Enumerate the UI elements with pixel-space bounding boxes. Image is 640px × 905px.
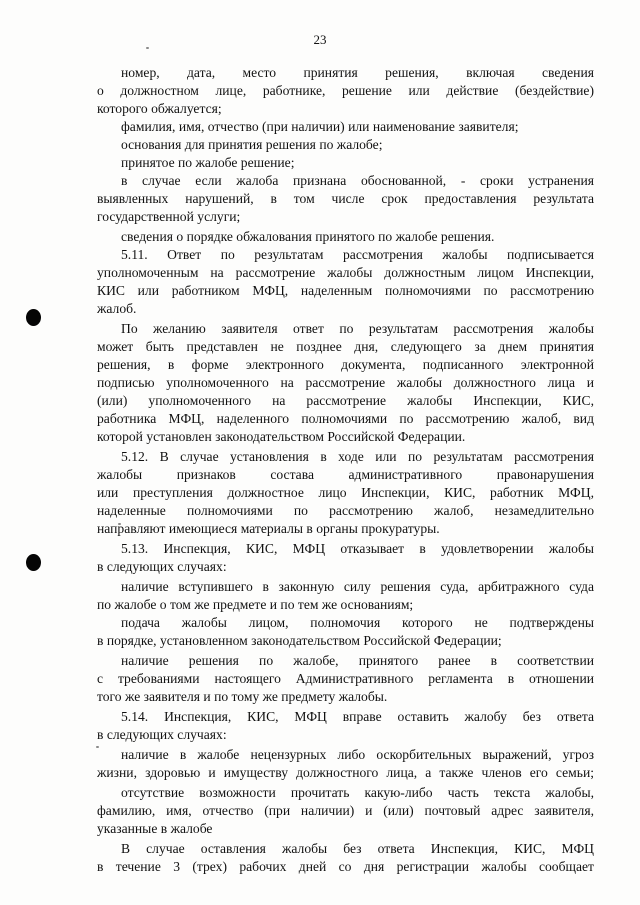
punch-hole-top <box>26 309 41 326</box>
text-line: решения, в форме электронного документа, подписанного электронной <box>97 357 594 372</box>
text-line: основания для принятия решения по жалобе; <box>121 137 383 152</box>
text-line: наличие в жалобе нецензурных либо оскорбительных выражений, угроз <box>121 747 594 762</box>
text-line: наделенные полномочиями по рассмотрению жалоб, незамедлительно <box>97 503 594 518</box>
text-line: 5.13. Инспекция, КИС, МФЦ отказывает в удовлетворении жалобы <box>121 541 594 556</box>
text-line: которого обжалуется; <box>97 101 222 116</box>
text-line: выявленных нарушений, в том числе срок предоставления результата <box>97 191 594 206</box>
text-line: которой установлен законодательством Российской Федерации. <box>97 429 466 444</box>
punch-hole-bottom <box>26 554 41 571</box>
text-line: или преступления должностное лицо Инспекции, КИС, работник МФЦ, <box>97 485 594 500</box>
text-line: В случае оставления жалобы без ответа Инспекция, КИС, МФЦ <box>121 841 594 856</box>
text-line: в случае если жалоба признана обоснованной, - сроки устранения <box>121 173 594 188</box>
text-line: жизни, здоровью и имуществу должностного лица, а также членов его семьи; <box>97 765 594 780</box>
text-line: По желанию заявителя ответ по результатам рассмотрения жалобы <box>121 321 594 336</box>
text-line: (или) уполномоченного на рассмотрение жалобы Инспекции, КИС, <box>97 393 594 408</box>
text-line: 5.11. Ответ по результатам рассмотрения жалобы подписывается <box>121 247 594 262</box>
text-line: о должностном лице, работнике, решение или действие (бездействие) <box>97 83 594 98</box>
text-line: наличие решения по жалобе, принятого ранее в соответствии <box>121 653 594 668</box>
text-line: жалобы признаков состава административного правонарушения <box>97 467 594 482</box>
text-line: в следующих случаях: <box>97 559 227 574</box>
text-line: фамилия, имя, отчество (при наличии) или наименование заявителя; <box>121 119 519 134</box>
text-line: жалоб. <box>97 301 137 316</box>
text-line: КИС или работником МФЦ, наделенным полномочиями по рассмотрению <box>97 283 594 298</box>
text-line: государственной услуги; <box>97 209 241 224</box>
text-line: 5.14. Инспекция, КИС, МФЦ вправе оставить жалобу без ответа <box>121 709 594 724</box>
text-line: в следующих случаях: <box>97 727 227 742</box>
text-line: в порядке, установленном законодательством Российской Федерации; <box>97 633 502 648</box>
text-line: того же заявителя и по тому же предмету жалобы. <box>97 689 388 704</box>
text-line: направляют имеющиеся материалы в органы прокуратуры. <box>97 521 440 536</box>
text-line: может быть представлен не позднее дня, следующего за днем принятия <box>97 339 594 354</box>
text-line: в течение 3 (трех) рабочих дней со дня регистрации жалобы сообщает <box>97 859 594 874</box>
text-line: номер, дата, место принятия решения, включая сведения <box>121 65 594 80</box>
text-line: уполномоченным на рассмотрение жалобы должностным лицом Инспекции, <box>97 265 594 280</box>
text-line: подача жалобы лицом, полномочия которого не подтверждены <box>121 615 594 630</box>
text-line: наличие вступившего в законную силу решения суда, арбитражного суда <box>121 579 594 594</box>
page-number: 23 <box>313 32 327 47</box>
text-line: с требованиями настоящего Административного регламента в отношении <box>97 671 594 686</box>
scan-speck <box>96 746 99 748</box>
text-line: указанные в жалобе <box>97 821 213 836</box>
text-line: подписью уполномоченного на рассмотрение жалобы должностного лица и <box>97 375 594 390</box>
text-line: сведения о порядке обжалования принятого по жалобе решения. <box>121 229 495 244</box>
text-line: работника МФЦ, наделенного полномочиями по рассмотрению жалоб, вид <box>97 411 594 426</box>
text-line: отсутствие возможности прочитать какую-либо часть текста жалобы, <box>121 785 594 800</box>
text-line: принятое по жалобе решение; <box>121 155 295 170</box>
scan-speck <box>146 47 149 49</box>
text-line: фамилию, имя, отчество (при наличии) и (или) почтовый адрес заявителя, <box>97 803 594 818</box>
text-line: по жалобе о том же предмете и по тем же основаниям; <box>97 597 414 612</box>
text-line: 5.12. В случае установления в ходе или по результатам рассмотрения <box>121 449 594 464</box>
